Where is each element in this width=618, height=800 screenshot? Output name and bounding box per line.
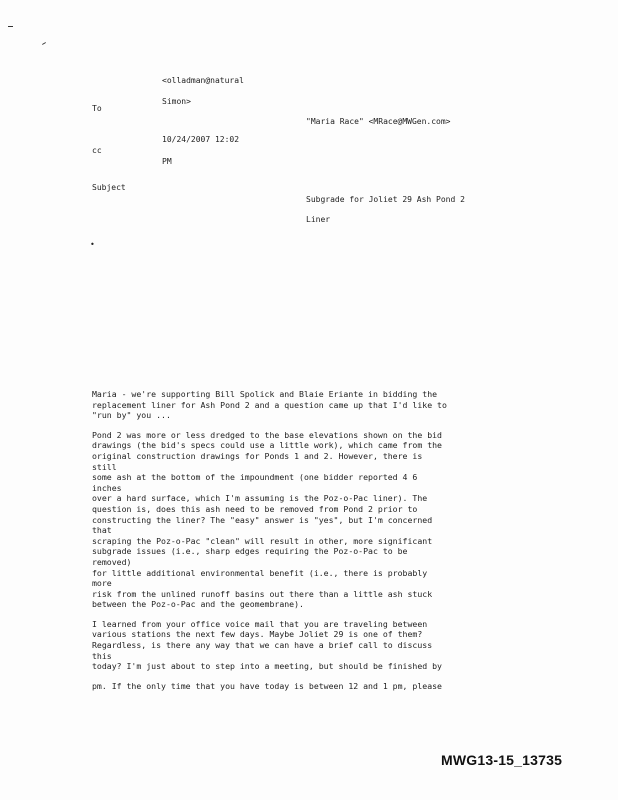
message-body (92, 389, 502, 691)
body-line: over a hard surface, which I'm assuming is the Poz-o-Pac liner). The (92, 493, 428, 504)
from-address-line2: Simon> (162, 97, 191, 106)
to-label: To (92, 104, 102, 113)
body-line: for little additional environmental benefit (i.e., there is probably (92, 567, 428, 578)
body-line: Maria - we're supporting Bill Spolick and Blaie Eriante in bidding the (92, 389, 438, 399)
body-line: subgrade issues (i.e., sharp edges requiring the Poz-o-Pac to be (92, 546, 408, 557)
body-line: some ash at the bottom of the impoundment (one bidder reported 4 6 (92, 472, 418, 483)
body-line: various stations the next few days. Maybe Joliet 29 is one of them? (92, 629, 423, 640)
body-line: this (92, 650, 112, 661)
sent-date: 10/24/2007 12:02 (162, 135, 240, 144)
from-address-line1: <olladman@natural (162, 76, 244, 85)
body-line: constructing the liner? The "easy" answer is "yes", but I'm concerned (92, 514, 433, 525)
cc-label: cc (92, 146, 102, 155)
subject-label: Subject (92, 183, 126, 192)
body-line: Pond 2 was more or less dredged to the base elevations shown on the bid (92, 429, 442, 440)
body-line: removed) (92, 556, 132, 567)
body-line: still (92, 461, 117, 472)
body-blank-line (92, 421, 502, 430)
body-line: risk from the unlined runoff basins out there than a little ash stuck (92, 588, 433, 599)
body-line: "run by" you ... (92, 410, 171, 421)
body-line: Regardless, is there any way that we can have a brief call to discuss (92, 640, 433, 651)
subject-suffix: Liner (306, 215, 331, 224)
to-value: "Maria Race" <MRace@MWGen.com> (306, 117, 451, 126)
bullet-mark: • (90, 240, 95, 249)
scan-speck (8, 26, 13, 27)
body-line: pm. If the only time that you have today is between 12 and 1 pm, please (92, 680, 442, 691)
body-blank-line (92, 610, 502, 619)
body-line: today? I'm just about to step into a meeting, but should be finished by (92, 661, 442, 672)
body-line: that (92, 525, 112, 536)
bates-number: MWG13-15_13735 (441, 752, 563, 768)
body-line: I learned from your office voice mail that you are traveling between (92, 618, 428, 629)
body-line: inches (92, 482, 122, 493)
body-line: replacement liner for Ash Pond 2 and a question came up that I'd like to (92, 399, 447, 410)
scan-speck (42, 42, 46, 45)
body-line: more (92, 578, 112, 589)
body-line: original construction drawings for Ponds 1 and 2. However, there is (92, 450, 423, 461)
subject-value: Subgrade for Joliet 29 Ash Pond 2 (306, 195, 465, 204)
body-blank-line (92, 672, 502, 681)
sent-time-suffix: PM (162, 157, 172, 166)
body-line: drawings (the bid's specs could use a little work), which came from the (92, 440, 442, 451)
body-line: between the Poz-o-Pac and the geomembrane). (92, 599, 304, 610)
body-line: question is, does this ash need to be removed from Pond 2 prior to (92, 503, 418, 514)
body-line: scraping the Poz-o-Pac "clean" will result in other, more significant (92, 535, 433, 546)
